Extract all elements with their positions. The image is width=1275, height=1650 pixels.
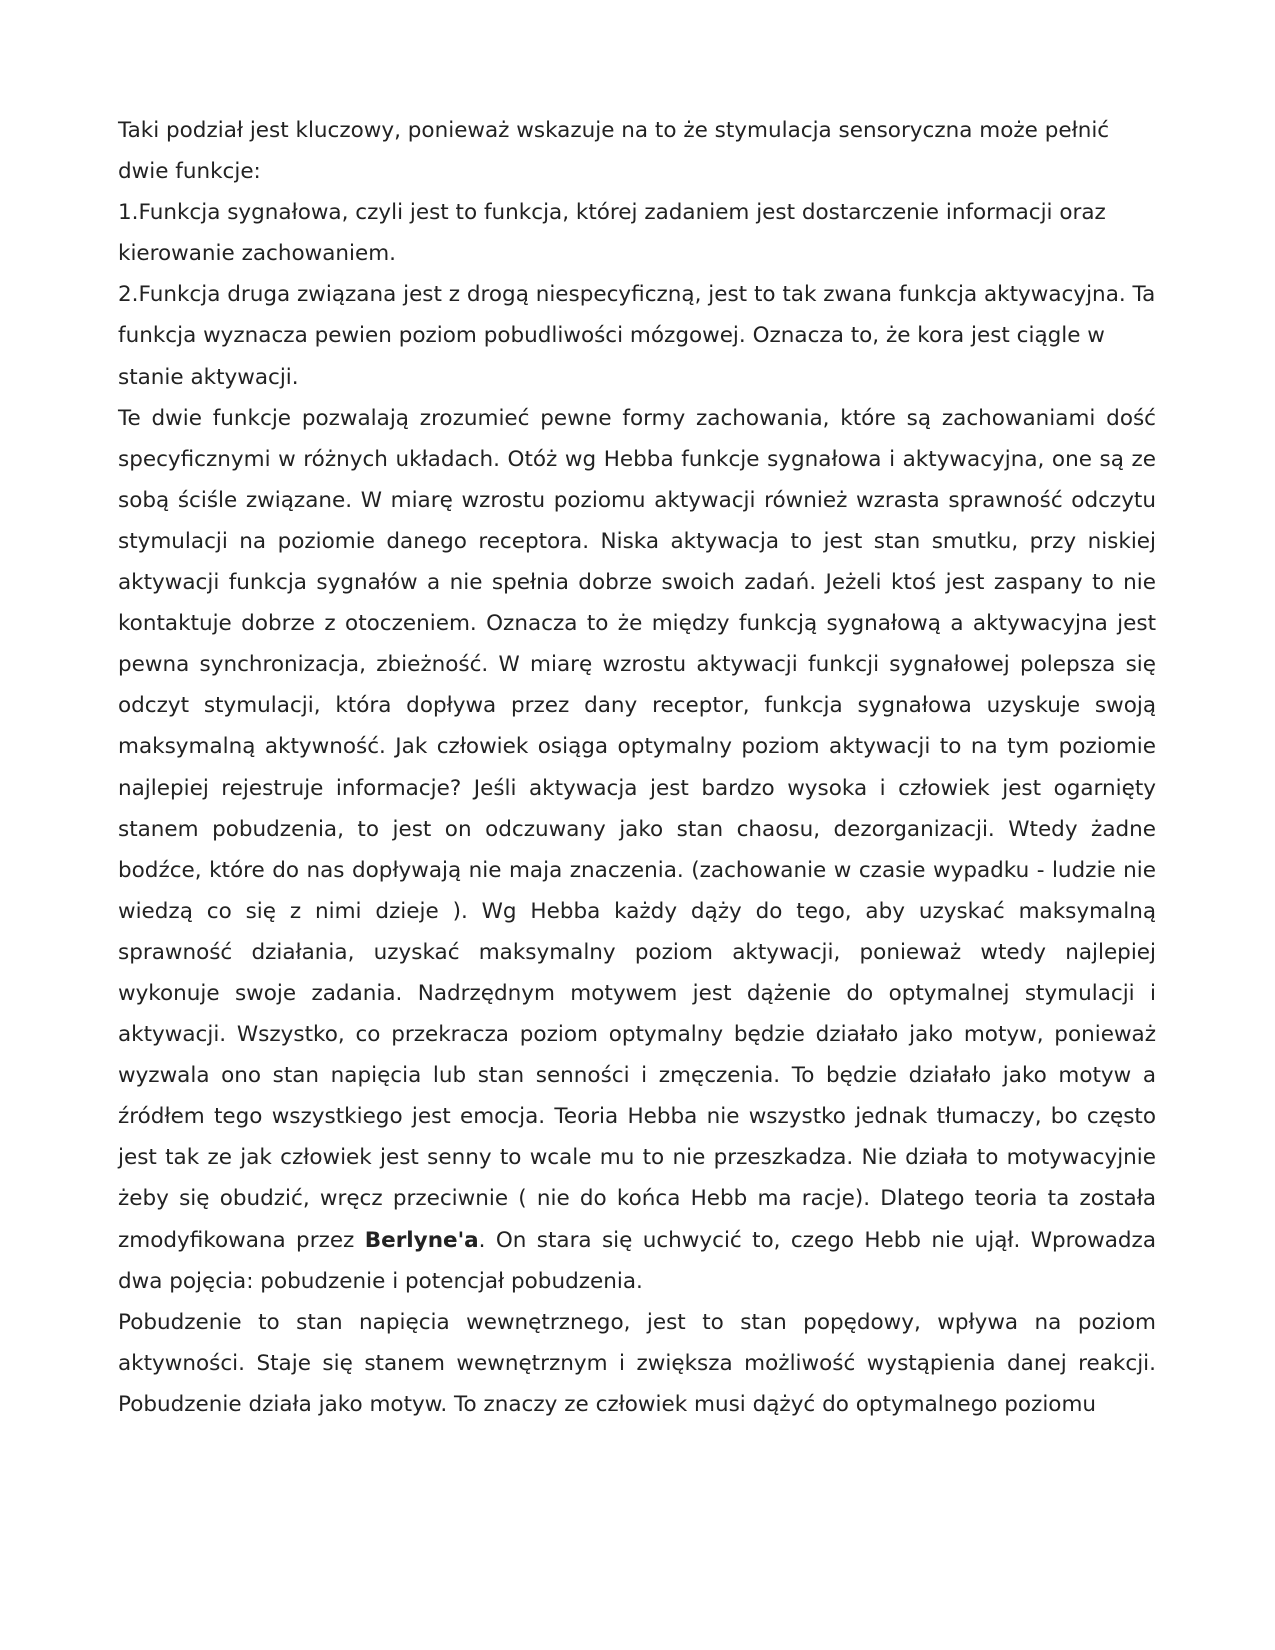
paragraph-pobudzenie: Pobudzenie to stan napięcia wewnętrznego, jest to stan popędowy, wpływa na poziom aktywności. Staje się stanem wewnętrznym i zwiększa możliwość wystąpienia danej reakcji. Pobudzenie działa jako motyw. To znaczy ze człowiek musi dążyć do optymalnego poziomu	[118, 1309, 1156, 1417]
paragraph-item-1: 1.Funkcja sygnałowa, czyli jest to funkcja, której zadaniem jest dostarczenie informacji oraz kierowanie zachowaniem.	[118, 200, 1106, 267]
document-body	[118, 110, 1156, 1425]
paragraph-hebb-theory	[118, 398, 1156, 1302]
hebb-bold-name: Berlyne'a	[364, 1227, 479, 1253]
paragraph-item-2: 2.Funkcja druga związana jest z drogą niespecyficzną, jest to tak zwana funkcja aktywacyjna. Ta funkcja wyznacza pewien poziom pobudliwości mózgowej. Oznacza to, że kora jest ciągle w stanie aktywacji.	[118, 282, 1156, 390]
hebb-text-after: . On stara się uchwycić to, czego Hebb nie ujął. Wprowadza dwa pojęcia: pobudzenie i potencjał pobudzenia.	[118, 1227, 1157, 1294]
paragraph-intro: Taki podział jest kluczowy, ponieważ wskazuje na to że stymulacja sensoryczna może pełnić dwie funkcje:	[118, 118, 1110, 185]
hebb-text-before: Te dwie funkcje pozwalają zrozumieć pewne formy zachowania, które są zachowaniami dość specyficznymi w różnych układach. Otóż wg Hebba funkcje sygnałowa i aktywacyjna, one są ze sobą ściśle związane. W miarę wzrostu poziomu aktywacji również wzrasta sprawność odczytu stymulacji na poziomie danego receptora. Niska aktywacja to jest stan smutku, przy niskiej aktywacji funkcja sygnałów a nie spełnia dobrze swoich zadań. Jeżeli ktoś jest zaspany to nie kontaktuje dobrze z otoczeniem. Oznacza to że między funkcją sygnałową a aktywacyjna jest pewna synchronizacja, zbieżność. W miarę wzrostu aktywacji funkcji sygnałowej polepsza się odczyt stymulacji, która dopływa przez dany receptor, funkcja sygnałowa uzyskuje swoją maksymalną aktywność. Jak człowiek osiąga optymalny poziom aktywacji to na tym poziomie najlepiej rejestruje informacje? Jeśli aktywacja jest bardzo wysoka i człowiek jest ogarnięty stanem pobudzenia, to jest on odczuwany jako stan chaosu, dezorganizacji. Wtedy żadne bodźce, które do nas dopływają nie maja znaczenia. (zachowanie w czasie wypadku - ludzie nie wiedzą co się z nimi dzieje ). Wg Hebba każdy dąży do tego, aby uzyskać maksymalną sprawność działania, uzyskać maksymalny poziom aktywacji, ponieważ wtedy najlepiej wykonuje swoje zadania. Nadrzędnym motywem jest dążenie do optymalnej stymulacji i aktywacji. Wszystko, co przekracza poziom optymalny będzie działało jako motyw, ponieważ wyzwala ono stan napięcia lub stan senności i zmęczenia. To będzie działało jako motyw a źródłem tego wszystkiego jest emocja. Teoria Hebba nie wszystko jednak tłumaczy, bo często jest tak ze jak człowiek jest senny to wcale mu to nie przeszkadza. Nie działa to motywacyjnie żeby się obudzić, wręcz przeciwnie ( nie do końca Hebb ma racje). Dlatego teoria ta została zmodyfikowana przez	[118, 405, 1156, 1253]
